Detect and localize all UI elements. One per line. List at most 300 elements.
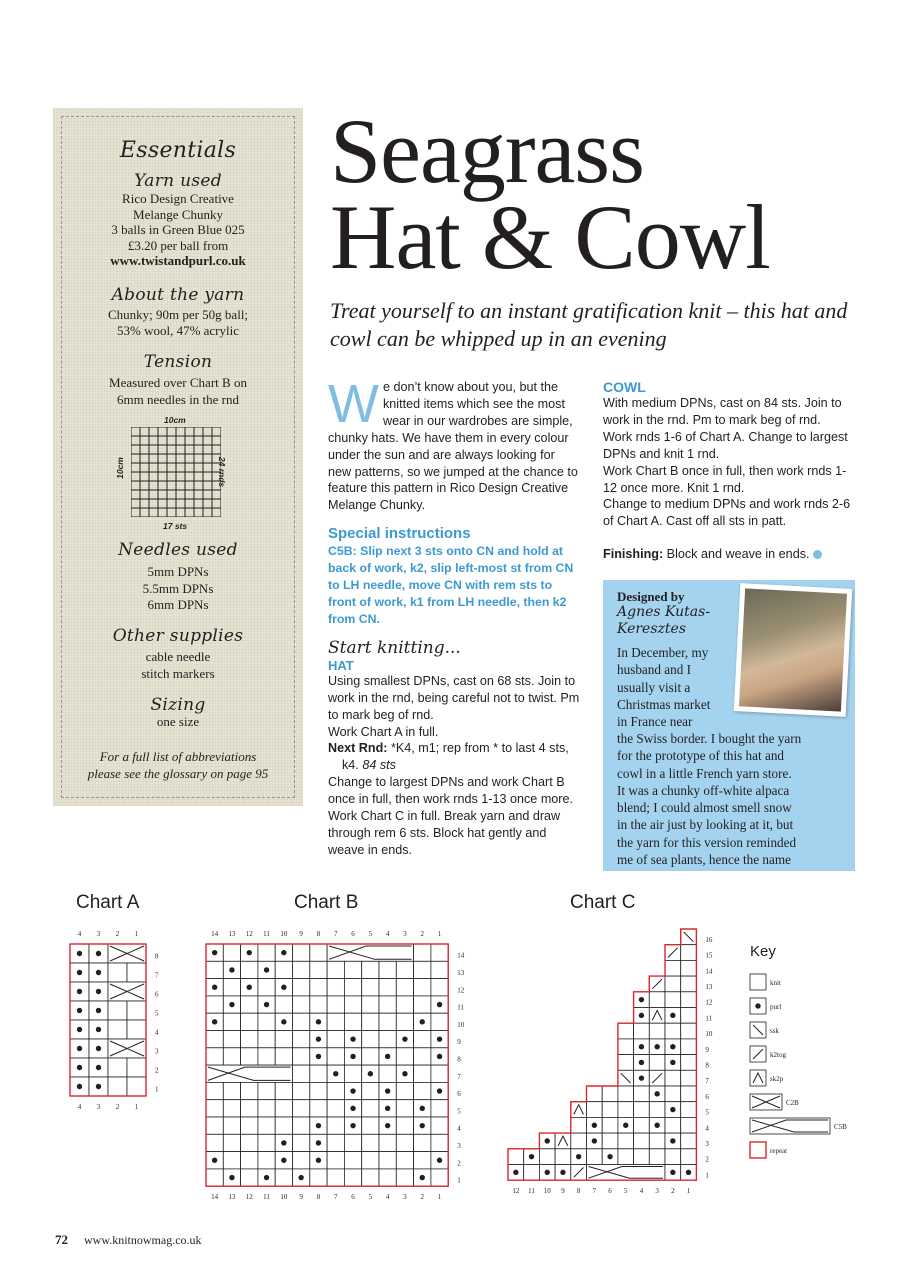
yarn-line: Melange Chunky (133, 206, 223, 222)
chart-cell (649, 1008, 665, 1024)
yarn-url[interactable]: www.twistandpurl.co.uk (110, 253, 246, 268)
chart-cell (618, 1149, 634, 1165)
chart-cell (258, 1048, 275, 1065)
chart-cell (362, 1082, 379, 1099)
column-label: 8 (316, 930, 321, 938)
column-left (328, 374, 580, 859)
chart-cell (396, 1031, 413, 1048)
purl-mark (77, 1046, 82, 1051)
chart-cell (327, 1100, 344, 1117)
chart-cell (681, 1055, 697, 1071)
chart-cell (634, 1008, 650, 1024)
chart-cell (379, 996, 396, 1013)
purl-mark (281, 1158, 286, 1163)
finishing-line (603, 546, 855, 563)
row-label: 10 (705, 1030, 713, 1039)
column-label: 4 (385, 1193, 390, 1202)
purl-mark (670, 1060, 675, 1065)
chart-cell (414, 1048, 431, 1065)
chart-cell (223, 961, 240, 978)
purl-mark (670, 1044, 675, 1049)
about-line: 53% wool, 47% acrylic (116, 322, 240, 338)
grid-bottom-label: 17 sts (163, 521, 188, 531)
key-c5b-swatch (750, 1118, 830, 1134)
chart-cell (223, 996, 240, 1013)
chart-cell (362, 1117, 379, 1134)
purl-mark (77, 1084, 82, 1089)
purl-mark (77, 1065, 82, 1070)
title-line: Hat & Cowl (330, 186, 770, 288)
designer-line: In December, my (617, 645, 709, 660)
chart-cell (223, 944, 240, 961)
purl-mark (281, 950, 286, 955)
repeat-outline (70, 944, 146, 1096)
chart-cell (275, 944, 292, 961)
tension-line: 6mm needles in the rnd (116, 391, 240, 407)
chart-cell (344, 1065, 361, 1082)
chart-cell (379, 1013, 396, 1030)
column-label: 13 (228, 930, 236, 938)
chart-cell (108, 1077, 127, 1096)
designer-photo-image (739, 588, 847, 711)
row-label: 7 (457, 1072, 461, 1081)
hat-paragraph: Using smallest DPNs, cast on 68 sts. Join to work in the rnd, being careful not to twist. Pm to mark beg of rnd. (328, 673, 580, 722)
column-label: 11 (263, 930, 270, 938)
purl-mark (385, 1088, 390, 1093)
chart-cell (241, 1169, 258, 1186)
column-label: 12 (245, 1193, 253, 1202)
repeat-outline (206, 944, 448, 1186)
chart-cell (649, 1039, 665, 1055)
purl-mark (670, 1170, 675, 1175)
purl-mark (385, 1123, 390, 1128)
purl-mark (755, 1003, 760, 1008)
chart-cell (379, 1152, 396, 1169)
chart-cell (258, 979, 275, 996)
c5b-mark (208, 1067, 291, 1080)
chart-cell (379, 1065, 396, 1082)
chart-cell (275, 961, 292, 978)
chart-cell (555, 1149, 571, 1165)
chart-cell (362, 1031, 379, 1048)
chart-cell (344, 1100, 361, 1117)
purl-mark (229, 967, 234, 972)
k2tog-mark (668, 948, 678, 958)
chart-cell (379, 1031, 396, 1048)
chart-cell (681, 929, 697, 945)
chart-cell (665, 1055, 681, 1071)
purl-mark (639, 1013, 644, 1018)
chart-cell (258, 1169, 275, 1186)
chart-cell (241, 1117, 258, 1134)
chart-cell (396, 1134, 413, 1151)
chart-cell (206, 944, 223, 961)
purl-mark (437, 1158, 442, 1163)
c2b-mark (110, 946, 144, 961)
purl-mark (264, 967, 269, 972)
row-label: 5 (705, 1108, 709, 1117)
essentials-heading: Essentials (119, 138, 237, 163)
chart-cell (681, 960, 697, 976)
chart-cell (665, 1023, 681, 1039)
chart-cell (327, 1117, 344, 1134)
intro-text: e don’t know about you, but the knitted items which see the most wear in our wardrobes are simple, chunky hats. We have them in every colour under the sun and are always looking for new patterns, so we jumped at the chance to feature this pattern in Rico Design Creative Melange Chunky. (328, 380, 578, 513)
column-label: 3 (403, 930, 407, 938)
chart-cell (665, 992, 681, 1008)
column-label: 9 (299, 1193, 303, 1202)
chart-cell (649, 1023, 665, 1039)
chart-cell (362, 1065, 379, 1082)
chart-b-title: Chart B (294, 892, 359, 913)
sk2p-mark (558, 1136, 568, 1146)
column-label: 4 (639, 1187, 644, 1196)
key-label: repeat (770, 1147, 788, 1155)
chart-cell (275, 979, 292, 996)
purl-mark (529, 1154, 534, 1159)
chart-cell (223, 1048, 240, 1065)
row-label: 3 (457, 1141, 461, 1150)
cowl-line: With medium DPNs, cast on 84 sts. Join to work in the rnd. Pm to mark beg of rnd. (603, 396, 842, 427)
purl-mark (385, 1054, 390, 1059)
chart-cell (649, 1055, 665, 1071)
designer-line: It was a chunky off-white alpaca (617, 782, 790, 798)
chart-cell (223, 1117, 240, 1134)
c2b-mark (110, 984, 144, 999)
footer-website[interactable]: www.knitnowmag.co.uk (84, 1233, 202, 1247)
chart-cell (223, 1169, 240, 1186)
purl-mark (229, 1175, 234, 1180)
chart-cell (634, 1133, 650, 1149)
chart-key (750, 974, 847, 1158)
purl-mark (77, 970, 82, 975)
chart-cell (70, 1077, 89, 1096)
chart-cell (634, 1086, 650, 1102)
chart-cell (310, 1134, 327, 1151)
hat-paragraph: Change to largest DPNs and work Chart B once in full, then work rnds 1-13 once more. Work Chart C in full. Break yarn and draw through rem 6 sts. Block hat gently and weave in ends. (328, 775, 574, 857)
chart-cell (618, 1086, 634, 1102)
chart-cell (414, 979, 431, 996)
row-label: 12 (457, 986, 465, 995)
tension-heading: Tension (143, 352, 213, 372)
column-label: 12 (512, 1187, 520, 1196)
row-label: 4 (155, 1028, 159, 1037)
row-label: 2 (705, 1155, 709, 1164)
row-label: 1 (457, 1176, 461, 1185)
chart-cell (665, 1008, 681, 1024)
purl-mark (281, 1019, 286, 1024)
chart-cell (379, 1100, 396, 1117)
chart-cell (414, 1013, 431, 1030)
chart-cell (241, 1152, 258, 1169)
yarn-heading: Yarn used (134, 171, 222, 191)
column-label: 2 (115, 1103, 120, 1111)
essentials-panel (53, 108, 303, 806)
chart-cell (665, 1086, 681, 1102)
row-label: 8 (155, 952, 159, 961)
chart-a-title: Chart A (76, 892, 140, 913)
column-label: 10 (280, 930, 288, 938)
purl-mark (654, 1091, 659, 1096)
chart-cell (555, 1165, 571, 1181)
column-label: 14 (211, 930, 219, 938)
other-heading: Other supplies (112, 626, 244, 646)
chart-cell (89, 944, 108, 963)
chart-cell (587, 1133, 603, 1149)
purl-mark (437, 1036, 442, 1041)
yarn-details (53, 191, 303, 269)
purl-mark (420, 1123, 425, 1128)
chart-cell (344, 1152, 361, 1169)
chart-cell (310, 1152, 327, 1169)
purl-mark (96, 970, 101, 975)
k2tog-mark (652, 979, 662, 989)
purl-mark (420, 1175, 425, 1180)
column-label: 10 (280, 1193, 288, 1202)
sk2p-mark (753, 1073, 763, 1083)
row-label: 4 (705, 1124, 709, 1133)
c5b-mark (329, 946, 412, 959)
about-heading: About the yarn (111, 285, 245, 305)
row-label: 4 (457, 1124, 461, 1133)
chart-cell (634, 1149, 650, 1165)
designer-photo (734, 583, 853, 717)
c2b-mark (110, 946, 144, 961)
purl-mark (316, 1036, 321, 1041)
chart-cell (70, 963, 89, 982)
c5b-mark (329, 946, 412, 959)
key-c2b-mark (752, 1096, 780, 1108)
row-label: 3 (155, 1047, 159, 1056)
chart-cell (681, 1117, 697, 1133)
column-label: 3 (96, 930, 101, 938)
chart-cell (508, 1165, 524, 1181)
chart-cell (681, 1023, 697, 1039)
key-swatch (750, 1046, 766, 1062)
chart-cell (681, 1133, 697, 1149)
chart-cell (223, 1100, 240, 1117)
chart-cell (665, 1070, 681, 1086)
chart-cell (327, 1134, 344, 1151)
row-label: 12 (705, 998, 713, 1007)
k2tog-mark (652, 1073, 662, 1083)
chart-cell (344, 1134, 361, 1151)
purl-mark (77, 1027, 82, 1032)
chart-cell (649, 1086, 665, 1102)
chart-cell (241, 1134, 258, 1151)
chart-cell (206, 1134, 223, 1151)
chart-cell (293, 1100, 310, 1117)
sizing-heading: Sizing (150, 695, 206, 715)
chart-cell (327, 1152, 344, 1169)
chart-cell (70, 1058, 89, 1077)
row-label: 7 (155, 971, 159, 980)
purl-mark (545, 1170, 550, 1175)
c5b-cell (587, 1165, 666, 1181)
row-label: 7 (705, 1077, 709, 1086)
purl-mark (654, 1123, 659, 1128)
chart-cell (431, 1152, 448, 1169)
chart-cell (431, 1082, 448, 1099)
chart-cell (258, 1082, 275, 1099)
chart-cell (649, 976, 665, 992)
chart-cell (310, 944, 327, 961)
chart-cell (241, 979, 258, 996)
chart-cell (414, 1100, 431, 1117)
row-label: 10 (457, 1020, 465, 1029)
chart-cell (293, 1134, 310, 1151)
chart-cell (362, 979, 379, 996)
chart-cell (618, 1023, 634, 1039)
purl-mark (670, 1107, 675, 1112)
purl-mark (639, 1075, 644, 1080)
chart-cell (649, 1117, 665, 1133)
chart-cell (310, 1065, 327, 1082)
abbrev-line: For a full list of abbreviations (99, 749, 257, 764)
chart-cell (293, 996, 310, 1013)
chart-cell (327, 1169, 344, 1186)
row-label: 13 (705, 982, 713, 991)
hat-paragraph: Work Chart A in full. (328, 724, 439, 739)
chart-cell (414, 1065, 431, 1082)
column-label: 4 (385, 930, 390, 938)
row-label: 9 (457, 1038, 461, 1047)
purl-mark (212, 1019, 217, 1024)
column-label: 6 (608, 1187, 612, 1196)
ssk-mark (684, 932, 694, 942)
needles-line: 5.5mm DPNs (142, 580, 214, 596)
chart-cell (89, 982, 108, 1001)
column-label: 1 (686, 1187, 691, 1196)
chart-cell (587, 1117, 603, 1133)
chart-cell (344, 1169, 361, 1186)
grid-top-label: 10cm (164, 415, 186, 425)
chart-cell (344, 1082, 361, 1099)
chart-cell (681, 1070, 697, 1086)
next-rnd-count: 84 sts (362, 758, 396, 773)
chart-cell (108, 1020, 127, 1039)
chart-cell (258, 1031, 275, 1048)
designer-line: in France near (617, 714, 693, 730)
chart-cell (431, 1013, 448, 1030)
chart-cell (649, 1070, 665, 1086)
chart-cell (665, 1117, 681, 1133)
chart-cell (431, 1031, 448, 1048)
chart-cell (396, 1065, 413, 1082)
chart-cell (206, 1152, 223, 1169)
needles-line: 5mm DPNs (147, 564, 209, 579)
chart-cell (379, 1082, 396, 1099)
chart-cell (344, 979, 361, 996)
key-label: C2B (786, 1099, 799, 1107)
chart-cell (344, 1048, 361, 1065)
chart-a (70, 930, 159, 1111)
purl-mark (333, 1071, 338, 1076)
chart-cell (223, 979, 240, 996)
key-c2b-swatch (750, 1094, 782, 1110)
column-label: 10 (543, 1187, 551, 1196)
column-label: 1 (437, 930, 442, 938)
chart-cell (414, 996, 431, 1013)
column-label: 6 (351, 1193, 355, 1202)
designer-line: husband and I (617, 662, 691, 678)
chart-cell (649, 1102, 665, 1118)
chart-cell (665, 945, 681, 961)
chart-cell (241, 961, 258, 978)
chart-cell (108, 963, 127, 982)
needles-line: 6mm DPNs (147, 597, 209, 612)
chart-cell (70, 1020, 89, 1039)
chart-cell (571, 1133, 587, 1149)
chart-cell (327, 996, 344, 1013)
purl-mark (592, 1138, 597, 1143)
chart-cell (618, 1070, 634, 1086)
chart-cell (310, 1013, 327, 1030)
sk2p-mark (652, 1011, 662, 1021)
page-title (330, 100, 770, 288)
chart-cell (70, 944, 89, 963)
chart-cell (602, 1102, 618, 1118)
chart-cell (89, 963, 108, 982)
chart-cell (508, 1149, 524, 1165)
finishing-text: Block and weave in ends. (663, 547, 810, 562)
chart-cell (431, 1100, 448, 1117)
purl-mark (77, 951, 82, 956)
chart-cell (206, 1013, 223, 1030)
chart-cell (571, 1165, 587, 1181)
next-rnd-text: *K4, m1; rep from * to last 4 sts, k4. (342, 741, 569, 773)
key-swatch (750, 1022, 766, 1038)
column-label: 2 (420, 930, 424, 938)
column-label: 5 (368, 1193, 373, 1202)
purl-mark (350, 1088, 355, 1093)
purl-mark (385, 1106, 390, 1111)
chart-cell (681, 1086, 697, 1102)
purl-mark (247, 950, 252, 955)
chart-cell (396, 961, 413, 978)
chart-c-title: Chart C (570, 892, 636, 913)
designer-text-short (617, 644, 710, 730)
purl-mark (368, 1071, 373, 1076)
tension-grid (131, 427, 221, 517)
row-label: 6 (705, 1092, 709, 1101)
column-label: 6 (351, 930, 355, 938)
chart-cell (344, 996, 361, 1013)
chart-cell (414, 1152, 431, 1169)
purl-mark (212, 1158, 217, 1163)
chart-cell (127, 1077, 146, 1096)
tension-grid-wrap (114, 415, 228, 531)
purl-mark (96, 1065, 101, 1070)
chart-cell (293, 944, 310, 961)
chart-cell (293, 979, 310, 996)
purl-mark (298, 1175, 303, 1180)
cowl-line: Work Chart B once in full, then work rnds 1-12 once more. Knit 1 rnd. (603, 463, 847, 495)
intro-paragraph (328, 374, 580, 514)
purl-mark (281, 1140, 286, 1145)
chart-cell (206, 1117, 223, 1134)
chart-cell (571, 1149, 587, 1165)
chart-cell (310, 961, 327, 978)
column-label: 5 (624, 1187, 628, 1196)
chart-cell (206, 961, 223, 978)
other-line: cable needle (145, 649, 211, 664)
purl-mark (350, 1106, 355, 1111)
cowl-line: Change to medium DPNs and work rnds 2-6 of Chart A. Cast off all sts in patt. (603, 497, 851, 529)
c5b-cell (206, 1065, 293, 1082)
title-line: Seagrass (330, 100, 644, 202)
chart-cell (127, 1020, 146, 1039)
row-label: 13 (457, 968, 465, 977)
